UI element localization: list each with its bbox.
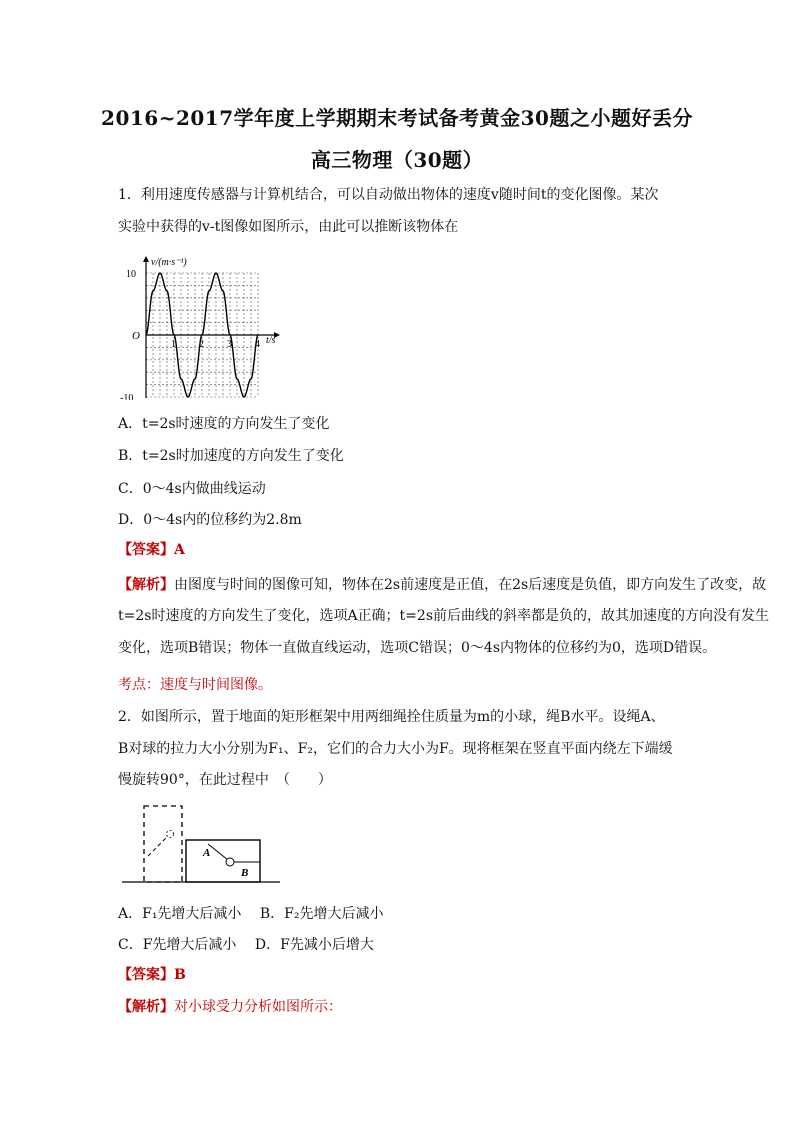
analysis-text: 对小球受力分析如图所示： — [174, 999, 342, 1015]
frame-rect — [186, 840, 260, 882]
x-tick-label: 2 — [199, 339, 204, 350]
q1-option-c: C．0～4s内做曲线运动 — [118, 481, 266, 497]
q1-stem-line2: 实验中获得的v-t图像如图所示，由此可以推断该物体在 — [118, 219, 459, 235]
x-axis-label: t/s — [266, 335, 276, 346]
q1-analysis-line2: t=2s时速度的方向发生了变化，选项A正确；t=2s前后曲线的斜率都是负的，故其加速度的方向没有发生 — [118, 608, 770, 624]
page-title-line1: 2016~2017学年度上学期期末考试备考黄金30题之小题好丢分 — [101, 106, 693, 130]
q1-option-b: B．t=2s时加速度的方向发生了变化 — [118, 448, 344, 464]
rotated-frame-dashed — [144, 806, 182, 882]
answer-tag: 【答案】 — [118, 542, 174, 558]
x-tick-label: 4 — [255, 339, 260, 350]
analysis-tag: 【解析】 — [118, 577, 174, 593]
rope-b-label: B — [241, 867, 249, 879]
q1-option-d: D．0～4s内的位移约为2.8m — [118, 512, 302, 528]
x-tick-label: 1 — [171, 339, 176, 350]
q1-stem-line1: 1．利用速度传感器与计算机结合，可以自动做出物体的速度v随时间t的变化图像。某次 — [118, 187, 659, 203]
q2-options-ab: A．F₁先增大后减小 B．F₂先增大后减小 — [118, 906, 384, 922]
q1-kaodian: 考点：速度与时间图像。 — [118, 677, 272, 693]
ball — [226, 858, 234, 866]
q2-stem-line1: 2．如图所示，置于地面的矩形框架中用两细绳拴住质量为m的小球，绳B水平。设绳A、 — [118, 709, 665, 725]
q1-analysis-line3: 变化，选项B错误；物体一直做直线运动，选项C错误；0～4s内物体的位移约为0，选项D错误。 — [118, 640, 717, 656]
answer-value: B — [174, 967, 186, 983]
rope-a — [208, 844, 228, 860]
y-axis-arrow — [143, 256, 149, 262]
q1-answer — [118, 541, 185, 559]
analysis-tag: 【解析】 — [118, 999, 174, 1015]
y-tick-label: 10 — [126, 269, 136, 280]
q2-stem-line3: 慢旋转90°，在此过程中 （ ） — [118, 772, 332, 788]
y-tick-label: -10 — [120, 393, 134, 400]
q1-option-a: A．t=2s时速度的方向发生了变化 — [118, 416, 330, 432]
q2-analysis-line1 — [118, 998, 342, 1016]
rotated-ball-dashed — [167, 831, 174, 838]
y-axis-label: v/(m·s⁻¹) — [151, 257, 187, 268]
q2-frame-figure — [120, 800, 282, 886]
answer-value: A — [174, 542, 185, 558]
q2-answer — [118, 966, 186, 984]
x-tick-label: 3 — [227, 339, 232, 350]
page-title-line2: 高三物理（30题） — [310, 148, 484, 172]
answer-tag: 【答案】 — [118, 967, 174, 983]
q2-stem-line2: B对球的拉力大小分别为F₁、F₂，它们的合力大小为F。现将框架在竖直平面内绕左下端缓 — [118, 741, 673, 757]
analysis-text: 由图度与时间的图像可知，物体在2s前速度是正值，在2s后速度是负值，即方向发生了改变，故 — [174, 577, 767, 593]
origin-label: O — [132, 330, 140, 342]
q1-vt-chart — [118, 252, 288, 400]
q2-options-cd: C．F先增大后减小 D．F先减小后增大 — [118, 937, 374, 953]
rope-a-label: A — [203, 847, 211, 859]
rotated-rope-dashed — [148, 836, 168, 856]
q1-analysis-line1 — [118, 576, 766, 594]
